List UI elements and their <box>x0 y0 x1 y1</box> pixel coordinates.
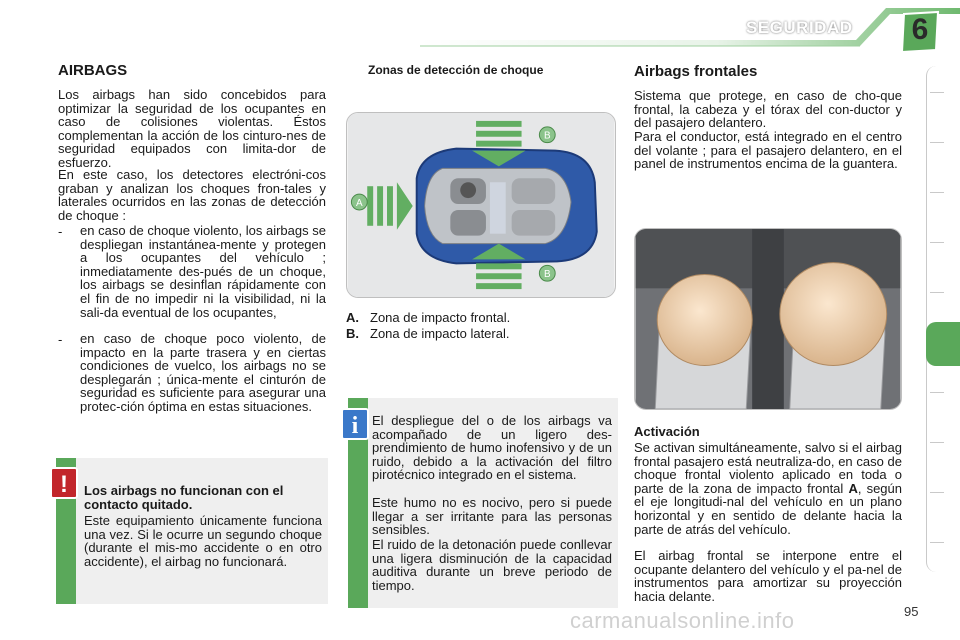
zones-title: Zonas de detección de choque <box>368 63 544 77</box>
list-item: en caso de choque poco violento, de impacto en la parte trasera y en ciertas condiciones de vuelco, los airbags no se desplegarán ; única-mente el cinturón de seguridad es suficiente para asegurar una protec-ción óptima en estas situaciones. <box>80 331 326 414</box>
legend-text-a: Zona de impacto frontal. <box>370 310 511 325</box>
list-item: en caso de choque violento, los airbags se despliegan instantánea-mente y protegen a los ocupantes del vehículo ; inmediatamente des-pués de un choque, los airbags se desinflan rápidamente con el fin de no impedir ni la visibilidad, ni la sali-da eventual de los ocupantes, <box>80 223 326 320</box>
side-tab-divider <box>930 242 944 243</box>
info-icon: i <box>341 408 369 440</box>
warning-title: Los airbags no funcionan con el contacto quitado. <box>84 483 284 512</box>
side-tab-divider <box>930 142 944 143</box>
passenger-airbag <box>780 263 887 366</box>
activation-text-end: , según el eje longitudi-nal del vehículo en un plano horizontal y en sentido de delante hacia la parte de atrás del vehículo. <box>634 480 902 537</box>
car-top-view <box>417 149 597 264</box>
side-tab-divider <box>930 542 944 543</box>
side-tab-divider <box>930 442 944 443</box>
detection-zones-figure <box>346 112 616 298</box>
list-dash: - <box>58 224 63 239</box>
side-tab-divider <box>930 92 944 93</box>
frontal-para-last: El airbag frontal se interpone entre el ocupante delantero del vehículo y el pa-nel de instrumentos para amortizar su proyección hacia delante. <box>634 548 902 604</box>
activation-text-start: Se activan simultáneamente, salvo si el airbag frontal pasajero está neutraliza-do, en caso de choque frontal violento aplicado en toda o parte de la zona de impacto frontal <box>634 440 902 496</box>
side-tab-divider <box>930 392 944 393</box>
info-para-2: Este humo no es nocivo, pero si puede llegar a ser irritante para las personas sensibles. <box>372 495 612 538</box>
side-tab-divider <box>930 292 944 293</box>
legend-key-b: B. <box>346 326 359 341</box>
frontal-title: Airbags frontales <box>634 63 758 80</box>
info-para-1: El despliegue del o de los airbags va acompañado de un ligero des-prendimiento de humo inofensivo y de un ruido, debido a la activación del filtro pirotécnico integrado en el sistema. <box>372 413 612 483</box>
activation-text <box>634 441 902 536</box>
chapter-number: 6 <box>911 13 929 46</box>
warning-text: Este equipamiento únicamente funciona una vez. Si le ocurre un segundo choque (durante el mis-mo accidente o en otro accidente), el airbag no funcionará. <box>84 513 322 569</box>
page-number: 95 <box>904 604 919 619</box>
airbags-intro: Los airbags han sido concebidos para optimizar la seguridad de los ocupantes en caso de colisiones violentas. Éstos complementan la acción de los cinturo-nes de seguridad equipados con limita-dor de esfuerzo. <box>58 87 326 170</box>
watermark: carmanualsonline.info <box>570 608 795 633</box>
side-tab-divider <box>930 492 944 493</box>
legend-text-b: Zona de impacto lateral. <box>370 326 510 341</box>
figure-label-b-top: B <box>543 130 551 142</box>
info-para-3: El ruido de la detonación puede conllevar una ligera disminución de la capacidad auditiva durante un breve periodo de tiempo. <box>372 537 612 593</box>
active-chapter-tab[interactable] <box>926 322 960 366</box>
list-dash: - <box>58 332 63 347</box>
airbags-detection-text: En este caso, los detectores electróni-cos graban y analizan los choques fron-tales y laterales ocurridos en las zonas de detección de choque : <box>58 167 326 223</box>
driver-airbag <box>657 274 752 365</box>
activation-title: Activación <box>634 424 700 439</box>
airbags-title: AIRBAGS <box>58 62 128 79</box>
frontal-airbags-figure <box>634 228 902 410</box>
figure-label-b-bottom: B <box>543 269 551 281</box>
frontal-para-1: Sistema que protege, en caso de cho-que frontal, la cabeza y el tórax del con-ductor y del pasajero delantero. <box>634 88 902 131</box>
frontal-para-2: Para el conductor, está integrado en el centro del volante ; para el pasajero delantero, en el panel de instrumentos encima de la guantera. <box>634 129 902 172</box>
legend-key-a: A. <box>346 310 359 325</box>
figure-label-a: A <box>356 197 363 209</box>
exclamation-icon: ! <box>50 467 78 499</box>
side-tab-divider <box>930 192 944 193</box>
section-title: SEGURIDAD <box>746 18 853 37</box>
activation-key: A <box>848 480 858 496</box>
